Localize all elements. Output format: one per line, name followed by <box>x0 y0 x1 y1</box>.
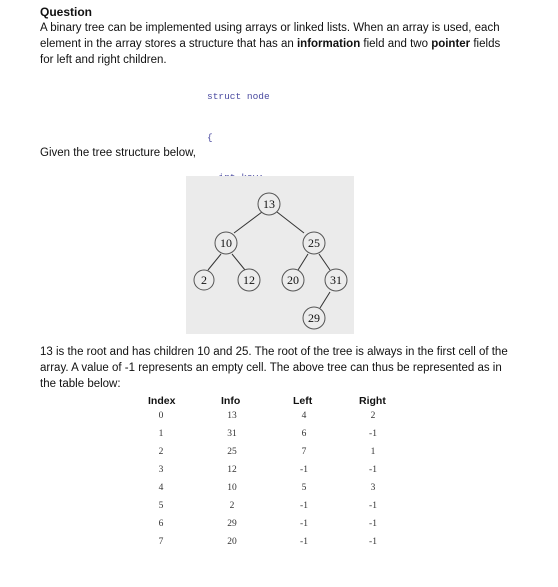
table-cell: 2 <box>229 501 235 511</box>
table-cell: 12 <box>227 465 237 475</box>
table-cell: 10 <box>227 483 237 493</box>
table-cell: 5 <box>301 483 307 493</box>
edge-25-20 <box>298 254 308 270</box>
table-cell: 1 <box>370 447 376 457</box>
header-right: Right <box>359 395 386 407</box>
code-line: struct node <box>207 91 270 102</box>
header-info: Info <box>221 395 241 407</box>
header-index: Index <box>148 395 176 407</box>
table-cell: 6 <box>301 429 307 439</box>
node-label-13: 13 <box>263 197 275 211</box>
table-cell: -1 <box>369 429 377 439</box>
intro-text-3: fields for left and right children. <box>40 38 501 66</box>
intro-paragraph <box>40 20 510 68</box>
edge-13-10 <box>234 212 262 233</box>
table-cell: 25 <box>227 447 237 457</box>
table-cell: -1 <box>300 537 308 547</box>
table-cell: 20 <box>227 537 237 547</box>
edge-25-31 <box>319 254 330 270</box>
node-label-20: 20 <box>287 273 299 287</box>
code-line: { <box>207 131 213 143</box>
table-cell: 31 <box>227 429 237 439</box>
table-cell: -1 <box>369 465 377 475</box>
edge-13-25 <box>277 212 304 233</box>
table-cell: 3 <box>158 465 164 475</box>
node-label-31: 31 <box>330 273 342 287</box>
edge-10-12 <box>232 254 245 270</box>
given-text: Given the tree structure below, <box>40 147 196 159</box>
table-cell: -1 <box>300 465 308 475</box>
table-cell: 3 <box>370 483 376 493</box>
tree-figure <box>186 176 354 334</box>
question-heading: Question <box>40 5 93 19</box>
intro-text-1: A binary tree can be implemented using arrays or linked lists. When an array is used, each element in the array stores a structure that has an <box>40 22 500 50</box>
node-label-12: 12 <box>243 273 255 287</box>
intro-text-2: field and two <box>360 38 432 50</box>
table-cell: 1 <box>158 429 164 439</box>
table-cell: -1 <box>300 519 308 529</box>
node-label-29: 29 <box>308 311 320 325</box>
table-cell: 7 <box>301 447 307 457</box>
table-cell: 4 <box>301 411 307 421</box>
table-cell: 13 <box>227 411 237 421</box>
table-cell: 2 <box>370 411 376 421</box>
node-label-25: 25 <box>308 236 320 250</box>
table-cell: -1 <box>369 501 377 511</box>
intro-bold-information: information <box>296 38 361 50</box>
table-cell: 4 <box>158 483 164 493</box>
table-cell: 29 <box>227 519 237 529</box>
node-label-2: 2 <box>201 273 207 287</box>
table-cell: -1 <box>369 537 377 547</box>
table-cell: -1 <box>369 519 377 529</box>
table-cell: -1 <box>300 501 308 511</box>
edge-31-29 <box>320 292 330 308</box>
table-cell: 2 <box>158 447 164 457</box>
tree-diagram <box>186 176 354 334</box>
table-cell: 7 <box>158 537 164 547</box>
header-left: Left <box>293 395 313 407</box>
edge-10-2 <box>208 254 221 270</box>
intro-bold-pointer: pointer <box>431 38 471 50</box>
table-cell: 0 <box>158 411 164 421</box>
table-cell: 5 <box>158 501 164 511</box>
node-label-10: 10 <box>220 236 232 250</box>
description-paragraph: 13 is the root and has children 10 and 25. The root of the tree is always in the first cell of the array. A value of -1 represents an empty cell. The above tree can thus be represented as in the table below: <box>40 346 508 390</box>
table-cell: 6 <box>158 519 164 529</box>
